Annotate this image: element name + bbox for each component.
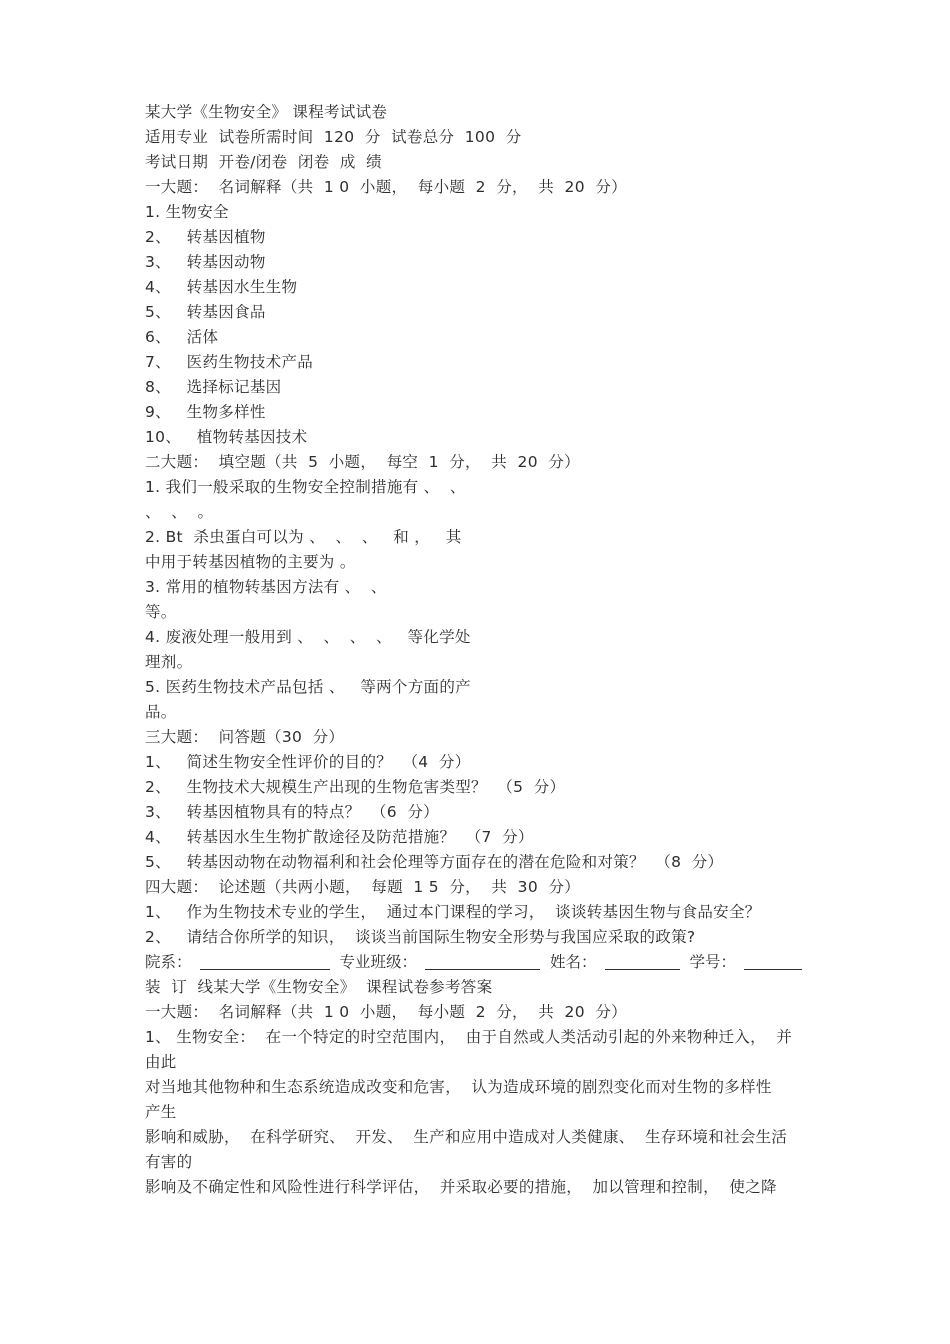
section2-line: 、 、 。 [145, 503, 214, 521]
name-blank[interactable] [605, 953, 680, 970]
section2-line: 4. 废液处理一般用到 、 、 、 、 等化学处 [145, 628, 471, 646]
section2-line: 等。 [145, 603, 177, 621]
section1-item: 1. 生物安全 [145, 203, 229, 221]
section2-line: 5. 医药生物技术产品包括 、 等两个方面的产 [145, 678, 471, 696]
section4-item: 2、 请结合你所学的知识， 谈谈当前国际生物安全形势与我国应采取的政策? [145, 928, 696, 946]
section1-item: 2、 转基因植物 [145, 228, 266, 246]
exam-title: 某大学《生物安全》 课程考试试卷 [145, 103, 388, 121]
section3-item: 2、 生物技术大规模生产出现的生物危害类型？ （5 分） [145, 778, 566, 796]
department-blank[interactable] [200, 953, 330, 970]
section1-heading: 一大题： 名词解释（共 1 0 小题， 每小题 2 分， 共 20 分） [145, 178, 627, 196]
section4-heading: 四大题： 论述题（共两小题， 每题 1 5 分， 共 30 分） [145, 878, 581, 896]
section1-item: 8、 选择标记基因 [145, 378, 282, 396]
section1-item: 7、 医药生物技术产品 [145, 353, 314, 371]
section2-line: 中用于转基因植物的主要为 。 [145, 553, 356, 571]
class-label: 专业班级： [339, 953, 418, 971]
section1-item: 10、 植物转基因技术 [145, 428, 308, 446]
answer-line: 1、 生物安全： 在一个特定的时空范围内， 由于自然或人类活动引起的外来物种迁入， 并 [145, 1028, 793, 1046]
section2-heading: 二大题： 填空题（共 5 小题， 每空 1 分， 共 20 分） [145, 453, 580, 471]
section3-item: 5、 转基因动物在动物福利和社会伦理等方面存在的潜在危险和对策？ （8 分） [145, 853, 724, 871]
section3-item: 4、 转基因水生生物扩散途径及防范措施？ （7 分） [145, 828, 534, 846]
section2-line: 3. 常用的植物转基因方法有 、 、 [145, 578, 387, 596]
section1-item: 5、 转基因食品 [145, 303, 266, 321]
student-id-label: 学号： [689, 953, 737, 971]
student-id-blank[interactable] [744, 953, 802, 970]
section1-item: 6、 活体 [145, 328, 219, 346]
answer-line: 影响和威胁， 在科学研究、 开发、 生产和应用中造成对人类健康、 生存环境和社会生活 [145, 1128, 788, 1146]
section2-line: 2. Bt 杀虫蛋白可以为 、 、 、 和 ， 其 [145, 528, 462, 546]
section3-heading: 三大题： 问答题（30 分） [145, 728, 345, 746]
section2-line: 品。 [145, 703, 177, 721]
section3-item: 3、 转基因植物具有的特点？ （6 分） [145, 803, 439, 821]
answer-section1-heading: 一大题： 名词解释（共 1 0 小题， 每小题 2 分， 共 20 分） [145, 1003, 627, 1021]
section4-item: 1、 作为生物技术专业的学生， 通过本门课程的学习， 谈谈转基因生物与食品安全？ [145, 903, 761, 921]
section3-item: 1、 简述生物安全性评价的目的？ （4 分） [145, 753, 471, 771]
answer-line: 产生 [145, 1103, 177, 1121]
section2-line: 理剂。 [145, 653, 193, 671]
exam-info-line-2: 考试日期 开卷/闭卷 闭卷 成 绩 [145, 153, 382, 171]
name-label: 姓名： [550, 953, 597, 971]
section1-item: 3、 转基因动物 [145, 253, 266, 271]
class-blank[interactable] [425, 953, 540, 970]
answer-line: 由此 [145, 1053, 177, 1071]
exam-document [145, 100, 815, 1200]
section1-item: 9、 生物多样性 [145, 403, 266, 421]
student-info-form [145, 950, 815, 975]
answer-title: 装 订 线某大学《生物安全》 课程试卷参考答案 [145, 978, 493, 996]
answer-line: 有害的 [145, 1153, 193, 1171]
section2-line: 1. 我们一般采取的生物安全控制措施有 、 、 [145, 478, 466, 496]
exam-info-line-1: 适用专业 试卷所需时间 120 分 试卷总分 100 分 [145, 128, 522, 146]
answer-line: 对当地其他物种和生态系统造成改变和危害， 认为造成环境的剧烈变化而对生物的多样性 [145, 1078, 772, 1096]
section1-item: 4、 转基因水生生物 [145, 278, 298, 296]
answer-line: 影响及不确定性和风险性进行科学评估， 并采取必要的措施， 加以管理和控制， 使之降 [145, 1178, 777, 1196]
department-label: 院系： [145, 953, 192, 971]
